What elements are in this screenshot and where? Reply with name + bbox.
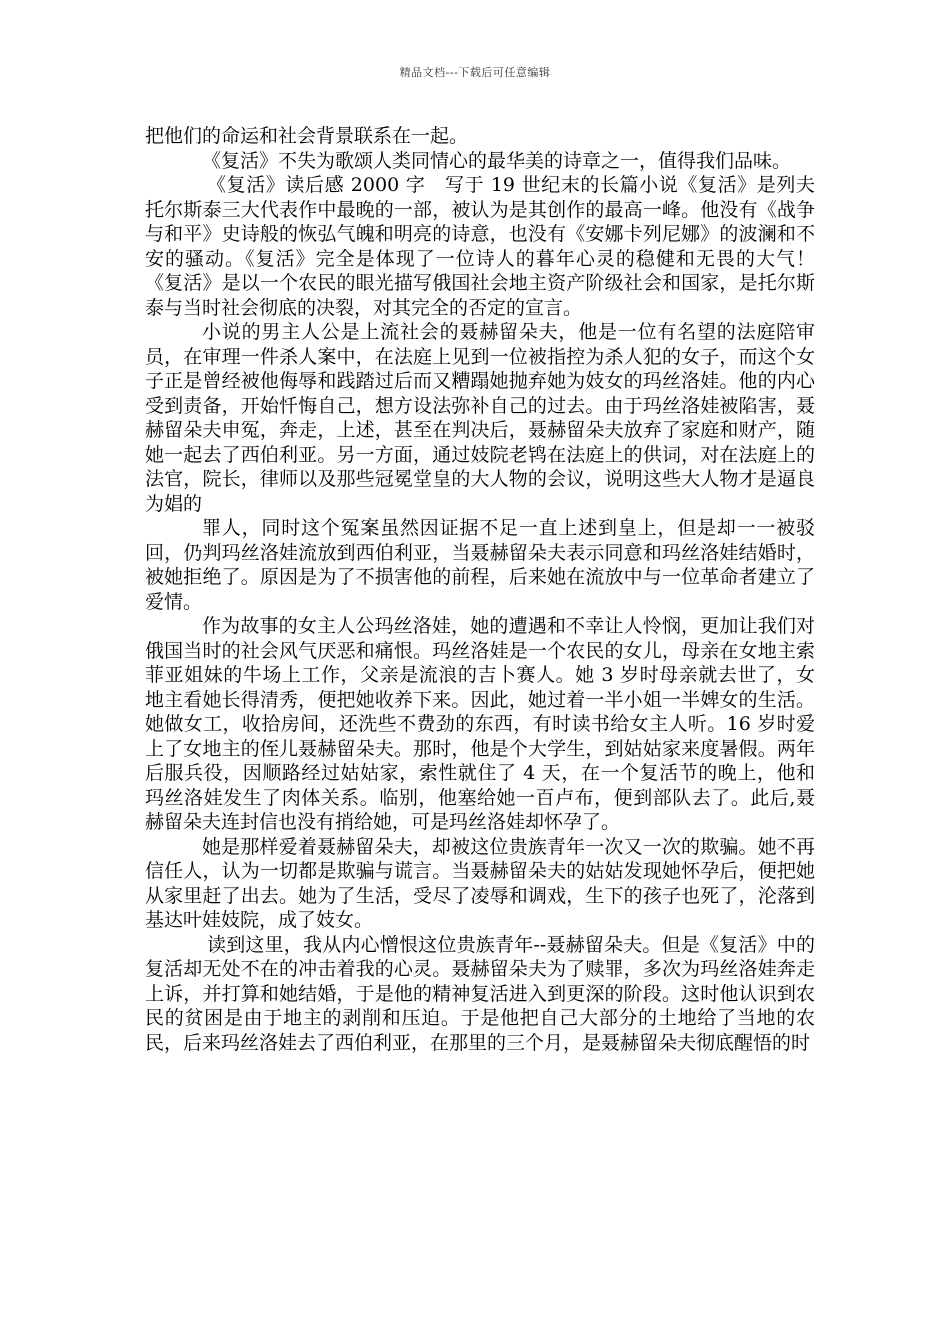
paragraph: 小说的男主人公是上流社会的聂赫留朵夫，他是一位有名望的法庭陪审员，在审理一件杀人案中，在法庭上见到一位被指控为杀人犯的女子，而这个女子正是曾经被他侮辱和践踏过后而又糟蹋她抛弃她为妓女的玛丝洛娃。他的内心受到责备，开始忏悔自己，想方设法弥补自己的过去。由于玛丝洛娃被陷害，聂赫留朵夫申冤，奔走，上述，甚至在判决后，聂赫留朵夫放弃了家庭和财产，随她一起去了西伯利亚。另一方面，通过妓院老鸨在法庭上的供词，对在法庭上的法官，院长，律师以及那些冠冕堂皇的大人物的会议，说明这些大人物才是逼良为娼的	[145, 321, 815, 515]
paragraph-continuation: 把他们的命运和社会背景联系在一起。	[145, 125, 469, 147]
page-header: 精品文档---下载后可任意编辑	[399, 66, 551, 79]
paragraph: 读到这里，我从内心憎恨这位贵族青年--聂赫留朵夫。但是《复活》中的复活却无处不在的冲击着我的心灵。聂赫留朵夫为了赎罪，多次为玛丝洛娃奔走上诉，并打算和她结婚，于是他的精神复活进入到更深的阶段。这时他认识到农民的贫困是由于地主的剥削和压迫。于是他把自己大部分的土地给了当地的农民，后来玛丝洛娃去了西伯利亚，在那里的三个月，是聂赫留朵夫彻底醒悟的时	[145, 933, 815, 1054]
paragraph: 作为故事的女主人公玛丝洛娃，她的遭遇和不幸让人怜悯，更加让我们对俄国当时的社会风气厌恶和痛恨。玛丝洛娃是一个农民的女儿，母亲在女地主索菲亚姐妹的牛场上工作，父亲是流浪的吉卜赛人。她 3 岁时母亲就去世了，女地主看她长得清秀，便把她收养下来。因此，她过着一半小姐一半婢女的生活。她做女工，收拾房间，还洗些不费劲的东西，有时读书给女主人听。16 岁时爱上了女地主的侄儿聂赫留朵夫。那时，他是个大学生，到姑姑家来度暑假。两年后服兵役，因顺路经过姑姑家，索性就住了 4 天，在一个复活节的晚上，他和玛丝洛娃发生了肉体关系。临别，他塞给她一百卢布，便到部队去了。此后,聂赫留朵夫连封信也没有捎给她，可是玛丝洛娃却怀孕了。	[145, 615, 815, 833]
paragraph: 《复活》读后感 2000 字 写于 19 世纪末的长篇小说《复活》是列夫托尔斯泰三大代表作中最晚的一部，被认为是其创作的最高一峰。他没有《战争与和平》史诗般的恢弘气魄和明亮的诗意，也没有《安娜卡列尼娜》的波澜和不安的骚动。《复活》完全是体现了一位诗人的暮年心灵的稳健和无畏的大气！ 《复活》是以一个农民的眼光描写俄国社会地主资产阶级社会和国家，是托尔斯泰与当时社会彻底的决裂，对其完全的否定的宣言。	[145, 174, 835, 319]
document-body	[145, 124, 835, 1055]
paragraph: 罪人，同时这个冤案虽然因证据不足一直上述到皇上，但是却一一被驳回，仍判玛丝洛娃流放到西伯利亚，当聂赫留朵夫表示同意和玛丝洛娃结婚时，被她拒绝了。原因是为了不损害他的前程，后来她在流放中与一位革命者建立了爱情。	[145, 517, 815, 613]
paragraph: 她是那样爱着聂赫留朵夫，却被这位贵族青年一次又一次的欺骗。她不再信任人，认为一切都是欺骗与谎言。当聂赫留朵夫的姑姑发现她怀孕后，便把她从家里赶了出去。她为了生活，受尽了凌辱和调戏，生下的孩子也死了，沦落到基达叶娃妓院，成了妓女。	[145, 835, 815, 931]
paragraph: 《复活》不失为歌颂人类同情心的最华美的诗章之一，值得我们品味。	[202, 149, 792, 172]
